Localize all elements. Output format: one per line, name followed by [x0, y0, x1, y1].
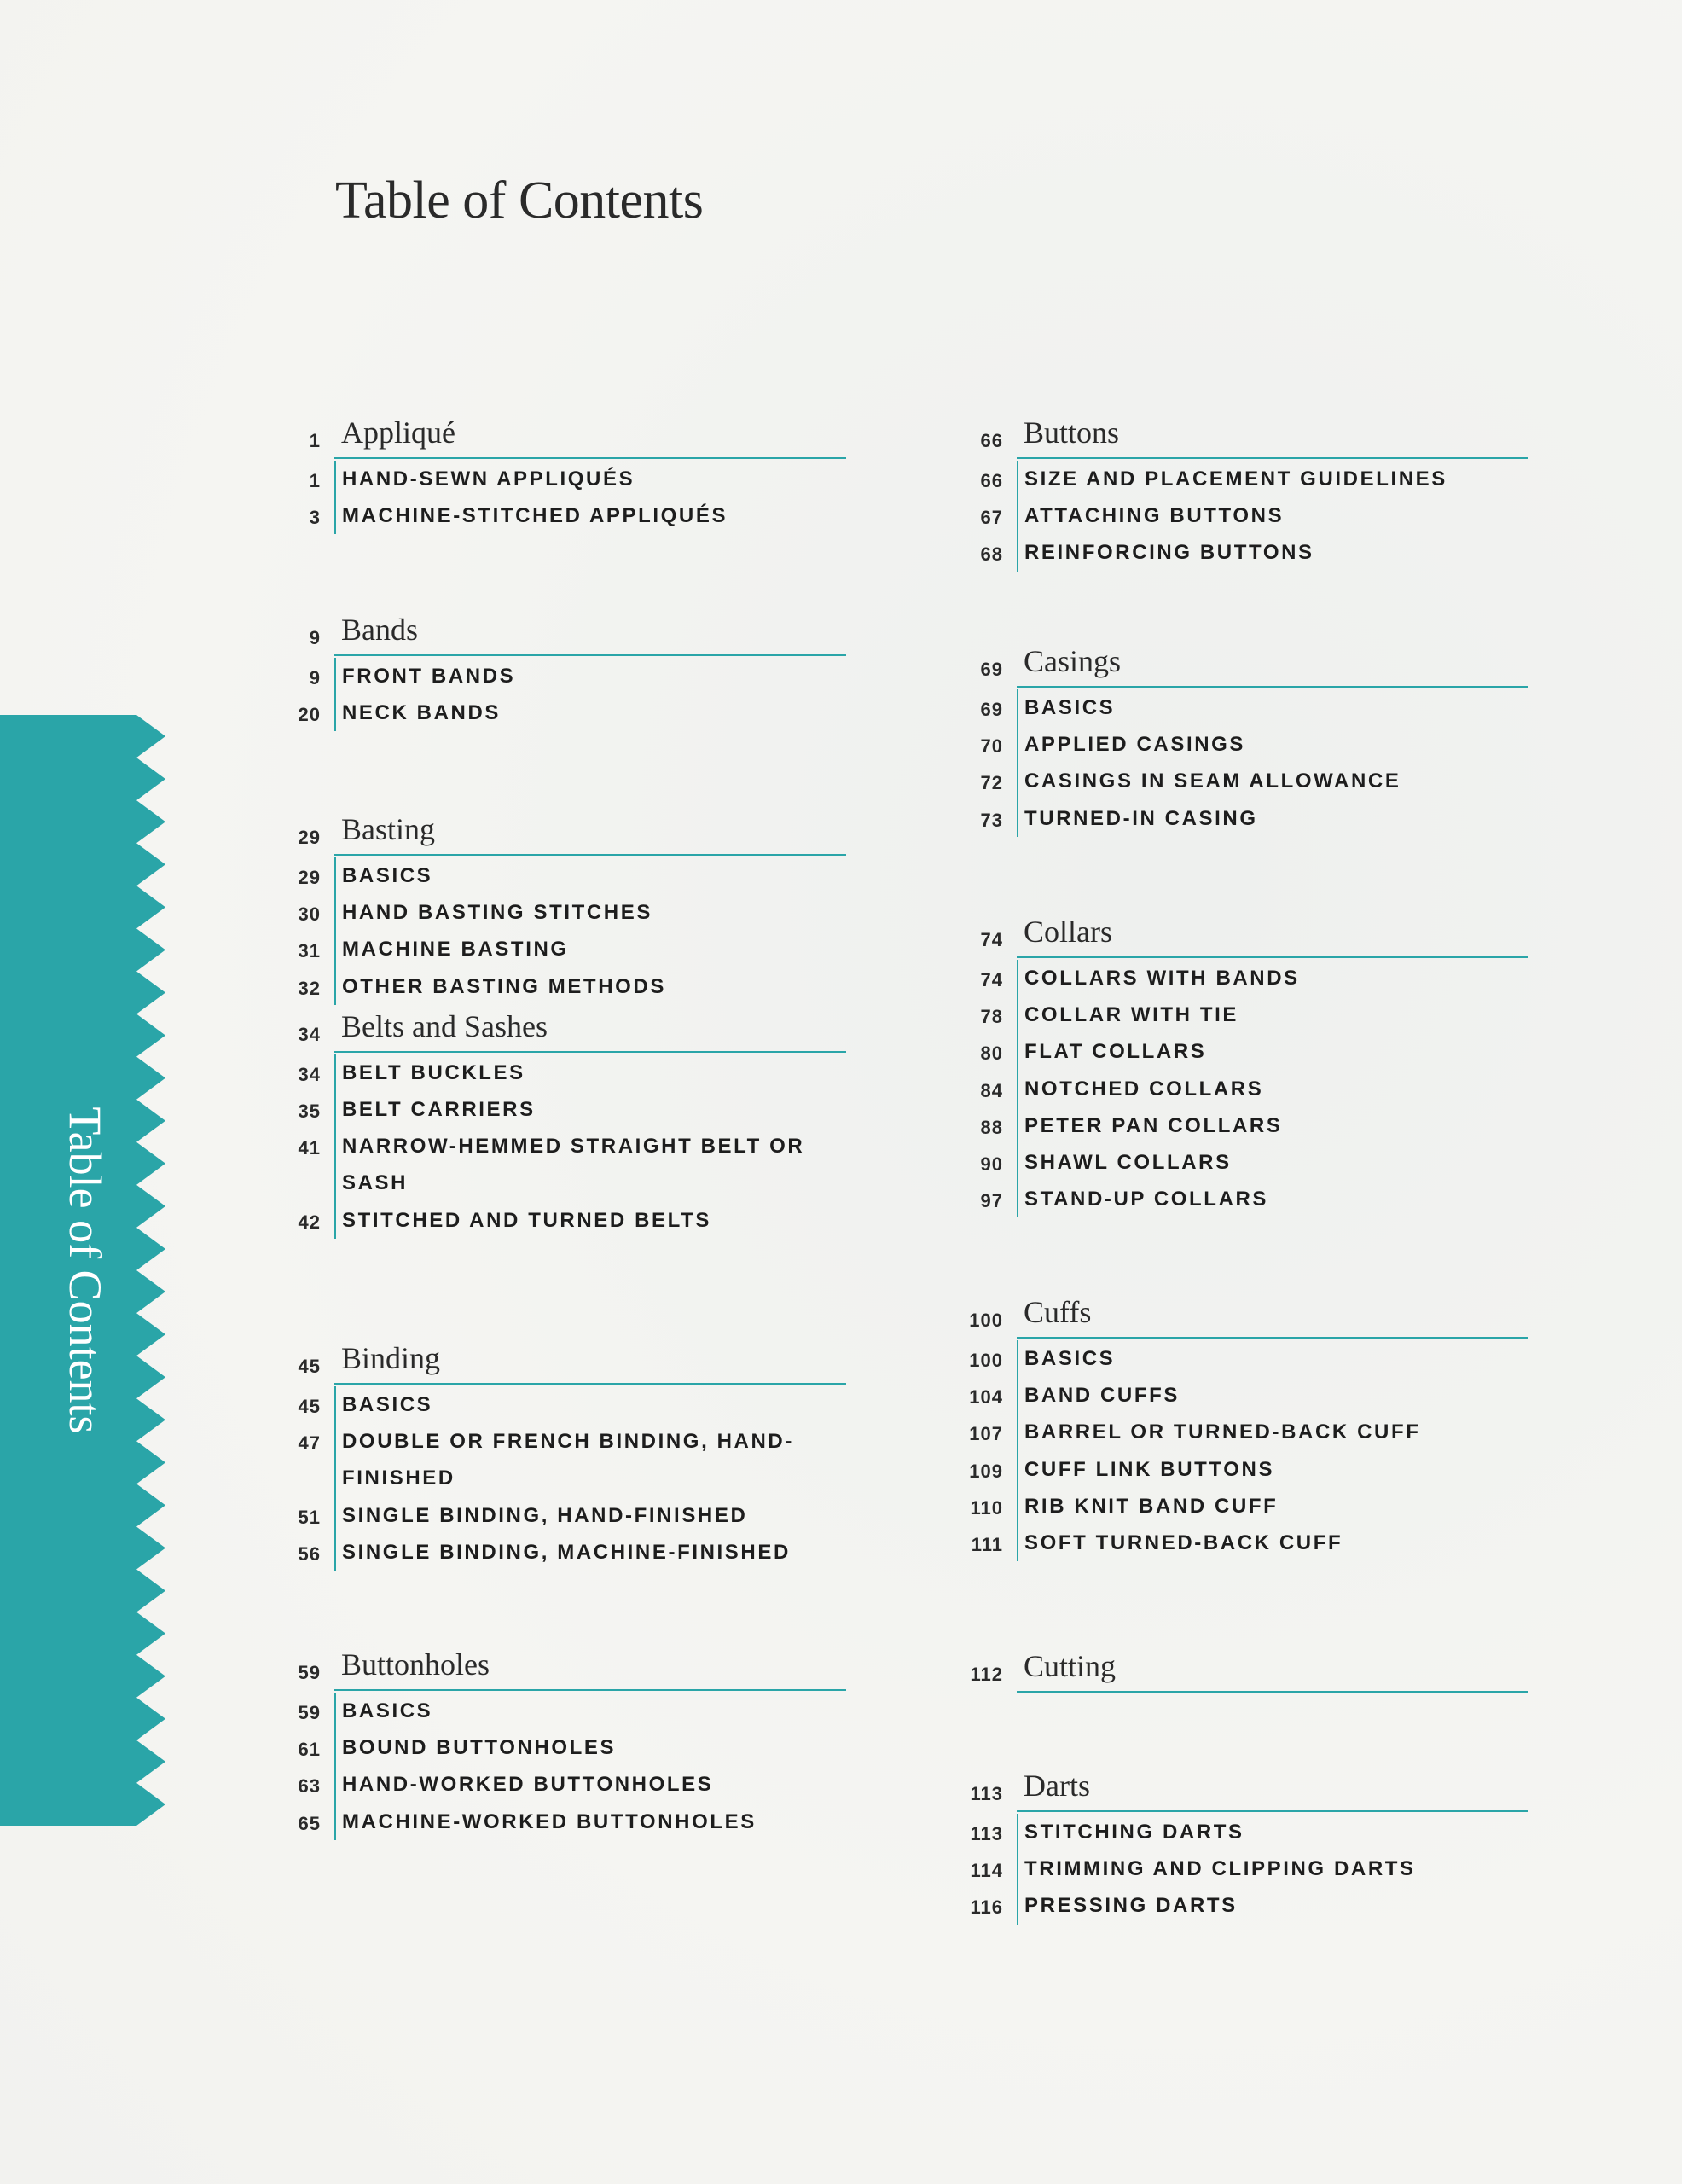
- toc-entry[interactable]: [273, 1766, 853, 1803]
- entry-label: CUFF LINK BUTTONS: [1024, 1457, 1275, 1481]
- section-rule: [334, 1383, 846, 1385]
- toc-section: [273, 1002, 853, 1239]
- entry-page-number: 31: [298, 940, 321, 962]
- section-heading[interactable]: [955, 1641, 1535, 1694]
- toc-entry[interactable]: [273, 1804, 853, 1840]
- entry-page-number: 32: [298, 977, 321, 999]
- section-rule: [334, 457, 846, 459]
- entry-page-number: 3: [309, 507, 321, 529]
- side-tab: [0, 715, 171, 1826]
- entry-page-number: 80: [980, 1043, 1003, 1065]
- toc-entry[interactable]: [955, 1071, 1535, 1107]
- entry-label: BELT CARRIERS: [342, 1098, 536, 1122]
- toc-entry[interactable]: [273, 1091, 853, 1128]
- toc-entry[interactable]: [955, 1488, 1535, 1525]
- entry-label: STAND-UP COLLARS: [1024, 1188, 1269, 1211]
- entry-page-number: 41: [298, 1137, 321, 1159]
- section-heading[interactable]: [955, 1287, 1535, 1340]
- entry-list: [955, 461, 1535, 572]
- section-title: Belts and Sashes: [341, 1009, 548, 1043]
- entry-label: COLLARS WITH BANDS: [1024, 967, 1300, 990]
- section-page-number: 100: [969, 1310, 1003, 1331]
- entry-page-number: 70: [980, 735, 1003, 758]
- toc-section: [955, 1761, 1535, 1925]
- entry-page-number: 88: [980, 1116, 1003, 1138]
- entry-page-number: 74: [980, 969, 1003, 990]
- toc-entry[interactable]: [273, 1423, 853, 1496]
- toc-section: [273, 605, 853, 731]
- entry-page-number: 100: [969, 1350, 1003, 1371]
- entry-label: PETER PAN COLLARS: [1024, 1113, 1283, 1137]
- entry-page-number: 61: [298, 1739, 321, 1761]
- toc-entry[interactable]: [955, 1340, 1535, 1377]
- entry-label: NARROW-HEMMED STRAIGHT BELT OR SASH: [342, 1135, 805, 1195]
- toc-section: [955, 907, 1535, 1217]
- entry-label: NECK BANDS: [342, 701, 502, 725]
- entry-page-number: 110: [970, 1496, 1003, 1519]
- section-rule: [1017, 457, 1528, 459]
- entry-vertical-rule: [1017, 689, 1018, 837]
- section-page-number: 69: [980, 659, 1003, 680]
- entry-label: STITCHED AND TURNED BELTS: [342, 1208, 711, 1232]
- toc-entry[interactable]: [955, 960, 1535, 996]
- toc-section: [955, 408, 1535, 572]
- toc-entry[interactable]: [955, 1033, 1535, 1070]
- entry-vertical-rule: [1017, 461, 1018, 572]
- entry-list: [273, 461, 853, 534]
- toc-entry[interactable]: [273, 461, 853, 497]
- section-title: Bands: [341, 613, 418, 647]
- toc-entry[interactable]: [273, 1534, 853, 1571]
- entry-page-number: 1: [309, 470, 321, 491]
- entry-label: PRESSING DARTS: [1024, 1894, 1238, 1918]
- section-rule: [334, 854, 846, 856]
- entry-label: SINGLE BINDING, HAND-FINISHED: [342, 1503, 748, 1527]
- section-heading[interactable]: [955, 408, 1535, 461]
- entry-label: MACHINE-STITCHED APPLIQUÉS: [342, 504, 728, 528]
- entry-label: BELT BUCKLES: [342, 1061, 525, 1084]
- section-title: Buttonholes: [341, 1647, 490, 1682]
- entry-list: [955, 1340, 1535, 1561]
- section-page-number: 1: [309, 430, 321, 451]
- section-page-number: 66: [980, 430, 1003, 451]
- entry-page-number: 9: [309, 667, 321, 688]
- entry-vertical-rule: [334, 857, 336, 1005]
- entry-page-number: 56: [298, 1542, 321, 1565]
- entry-label: BASICS: [342, 1699, 433, 1722]
- entry-label: BARREL OR TURNED-BACK CUFF: [1024, 1420, 1421, 1444]
- section-page-number: 112: [970, 1664, 1003, 1685]
- toc-entry[interactable]: [273, 931, 853, 967]
- toc-entry[interactable]: [273, 1693, 853, 1729]
- section-rule: [334, 1051, 846, 1053]
- toc-section: [955, 636, 1535, 837]
- entry-page-number: 116: [970, 1896, 1003, 1919]
- entry-label: HAND-SEWN APPLIQUÉS: [342, 468, 635, 491]
- section-title: Buttons: [1024, 415, 1120, 450]
- section-heading[interactable]: [955, 907, 1535, 960]
- section-rule: [1017, 1810, 1528, 1812]
- entry-page-number: 35: [298, 1101, 321, 1123]
- toc-entry[interactable]: [955, 1525, 1535, 1561]
- entry-label: BOUND BUTTONHOLES: [342, 1736, 617, 1760]
- entry-page-number: 84: [980, 1079, 1003, 1101]
- entry-list: [273, 658, 853, 731]
- entry-vertical-rule: [1017, 960, 1018, 1217]
- entry-page-number: 42: [298, 1211, 321, 1233]
- toc-entry[interactable]: [955, 1377, 1535, 1414]
- toc-entry[interactable]: [955, 1414, 1535, 1450]
- entry-list: [273, 1693, 853, 1840]
- toc-entry[interactable]: [273, 1054, 853, 1091]
- entry-label: STITCHING DARTS: [1024, 1821, 1244, 1844]
- toc-entry[interactable]: [955, 726, 1535, 763]
- section-title: Basting: [341, 812, 436, 846]
- toc-entry[interactable]: [955, 1887, 1535, 1924]
- entry-vertical-rule: [334, 1054, 336, 1239]
- entry-page-number: 66: [980, 470, 1003, 491]
- section-rule: [1017, 956, 1528, 958]
- section-title: Cuffs: [1024, 1295, 1092, 1329]
- entry-label: SIZE AND PLACEMENT GUIDELINES: [1024, 468, 1447, 491]
- entry-list: [955, 689, 1535, 837]
- section-rule: [1017, 1337, 1528, 1339]
- entry-list: [273, 1054, 853, 1239]
- entry-list: [273, 1386, 853, 1571]
- entry-list: [955, 1814, 1535, 1925]
- entry-label: BASICS: [342, 864, 433, 887]
- toc-entry[interactable]: [955, 1850, 1535, 1887]
- entry-label: ATTACHING BUTTONS: [1024, 504, 1285, 528]
- entry-page-number: 65: [298, 1812, 321, 1834]
- section-heading[interactable]: [273, 1002, 853, 1054]
- section-page-number: 59: [298, 1662, 321, 1683]
- section-rule: [334, 1689, 846, 1691]
- entry-page-number: 59: [298, 1702, 321, 1723]
- toc-entry[interactable]: [955, 1181, 1535, 1217]
- toc-entry[interactable]: [273, 894, 853, 931]
- toc-entry[interactable]: [273, 658, 853, 694]
- toc-section: [955, 1641, 1535, 1694]
- entry-page-number: 104: [969, 1386, 1003, 1409]
- section-heading[interactable]: [273, 1333, 853, 1386]
- section-title: Binding: [341, 1341, 441, 1375]
- section-heading[interactable]: [273, 605, 853, 658]
- toc-entry[interactable]: [273, 1128, 853, 1201]
- section-page-number: 34: [298, 1024, 321, 1045]
- section-page-number: 45: [298, 1356, 321, 1377]
- toc-entry[interactable]: [955, 800, 1535, 837]
- toc-section: [273, 1333, 853, 1571]
- section-page-number: 74: [980, 929, 1003, 950]
- entry-label: APPLIED CASINGS: [1024, 733, 1246, 757]
- entry-page-number: 72: [980, 772, 1003, 794]
- section-page-number: 9: [309, 627, 321, 648]
- entry-label: SINGLE BINDING, MACHINE-FINISHED: [342, 1540, 791, 1564]
- entry-label: SHAWL COLLARS: [1024, 1150, 1232, 1174]
- toc-entry[interactable]: [955, 996, 1535, 1033]
- entry-page-number: 113: [970, 1823, 1003, 1844]
- section-heading[interactable]: [955, 636, 1535, 689]
- toc-entry[interactable]: [955, 1451, 1535, 1488]
- entry-label: COLLAR WITH TIE: [1024, 1003, 1238, 1027]
- entry-page-number: 29: [298, 867, 321, 888]
- toc-entry[interactable]: [955, 461, 1535, 497]
- entry-page-number: 67: [980, 507, 1003, 529]
- toc-entry[interactable]: [273, 497, 853, 534]
- entry-page-number: 68: [980, 543, 1003, 566]
- toc-entry[interactable]: [955, 1814, 1535, 1850]
- toc-entry[interactable]: [273, 1497, 853, 1534]
- entry-page-number: 109: [969, 1460, 1003, 1482]
- entry-page-number: 78: [980, 1006, 1003, 1028]
- entry-label: NOTCHED COLLARS: [1024, 1077, 1264, 1101]
- entry-vertical-rule: [334, 658, 336, 731]
- toc-entry[interactable]: [273, 1386, 853, 1423]
- entry-label: HAND BASTING STITCHES: [342, 901, 652, 925]
- section-title: Cutting: [1024, 1649, 1116, 1683]
- toc-entry[interactable]: [955, 689, 1535, 726]
- section-title: Casings: [1024, 644, 1122, 678]
- entry-label: CASINGS IN SEAM ALLOWANCE: [1024, 770, 1401, 793]
- entry-page-number: 51: [298, 1506, 321, 1528]
- toc-section: [955, 1287, 1535, 1561]
- toc-entry[interactable]: [955, 497, 1535, 534]
- section-title: Appliqué: [341, 415, 455, 450]
- toc-entry[interactable]: [273, 1729, 853, 1766]
- entry-page-number: 45: [298, 1396, 321, 1417]
- toc-entry[interactable]: [955, 534, 1535, 571]
- entry-page-number: 30: [298, 903, 321, 926]
- entry-label: BASICS: [342, 1393, 433, 1416]
- entry-page-number: 107: [969, 1423, 1003, 1445]
- entry-vertical-rule: [334, 1693, 336, 1840]
- section-heading[interactable]: [273, 408, 853, 461]
- page-title: Table of Contents: [335, 171, 704, 229]
- entry-vertical-rule: [334, 1386, 336, 1571]
- section-title: Collars: [1024, 915, 1112, 949]
- section-rule: [1017, 686, 1528, 688]
- entry-page-number: 90: [980, 1153, 1003, 1175]
- entry-label: BASICS: [1024, 696, 1116, 719]
- entry-page-number: 20: [298, 704, 321, 726]
- toc-entry[interactable]: [273, 968, 853, 1005]
- entry-vertical-rule: [1017, 1340, 1018, 1561]
- section-title: Darts: [1024, 1769, 1090, 1803]
- section-heading[interactable]: [273, 1640, 853, 1693]
- entry-page-number: 73: [980, 809, 1003, 831]
- entry-vertical-rule: [1017, 1814, 1018, 1925]
- section-page-number: 113: [970, 1783, 1003, 1804]
- section-heading[interactable]: [955, 1761, 1535, 1814]
- entry-label: TRIMMING AND CLIPPING DARTS: [1024, 1857, 1416, 1881]
- entry-label: HAND-WORKED BUTTONHOLES: [342, 1773, 714, 1797]
- toc-entry[interactable]: [273, 694, 853, 731]
- entry-label: RIB KNIT BAND CUFF: [1024, 1494, 1279, 1518]
- entry-list: [273, 857, 853, 1005]
- entry-label: FLAT COLLARS: [1024, 1040, 1207, 1064]
- entry-label: OTHER BASTING METHODS: [342, 974, 666, 998]
- toc-entry[interactable]: [955, 763, 1535, 799]
- entry-page-number: 69: [980, 699, 1003, 720]
- entry-page-number: 114: [970, 1860, 1003, 1882]
- entry-label: TURNED-IN CASING: [1024, 806, 1258, 830]
- toc-section: [273, 804, 853, 1005]
- toc-entry[interactable]: [955, 1107, 1535, 1144]
- toc-entry[interactable]: [273, 857, 853, 894]
- entry-page-number: 34: [298, 1064, 321, 1085]
- entry-label: MACHINE-WORKED BUTTONHOLES: [342, 1809, 757, 1833]
- toc-section: [273, 1640, 853, 1840]
- entry-label: SOFT TURNED-BACK CUFF: [1024, 1531, 1343, 1554]
- side-tab-label: Table of Contents: [60, 1107, 111, 1434]
- section-rule: [334, 654, 846, 656]
- entry-label: BAND CUFFS: [1024, 1384, 1180, 1408]
- toc-entry[interactable]: [955, 1144, 1535, 1181]
- entry-label: DOUBLE OR FRENCH BINDING, HAND-FINISHED: [342, 1430, 794, 1490]
- entry-page-number: 47: [298, 1432, 321, 1455]
- entry-list: [955, 960, 1535, 1217]
- entry-label: MACHINE BASTING: [342, 938, 569, 961]
- toc-entry[interactable]: [273, 1202, 853, 1239]
- entry-label: REINFORCING BUTTONS: [1024, 541, 1314, 565]
- entry-page-number: 97: [980, 1190, 1003, 1212]
- section-rule: [1017, 1691, 1528, 1693]
- section-heading[interactable]: [273, 804, 853, 857]
- entry-vertical-rule: [334, 461, 336, 534]
- toc-section: [273, 408, 853, 534]
- entry-label: FRONT BANDS: [342, 665, 516, 688]
- entry-page-number: 111: [971, 1533, 1003, 1555]
- entry-label: BASICS: [1024, 1347, 1116, 1370]
- section-page-number: 29: [298, 827, 321, 848]
- entry-page-number: 63: [298, 1775, 321, 1798]
